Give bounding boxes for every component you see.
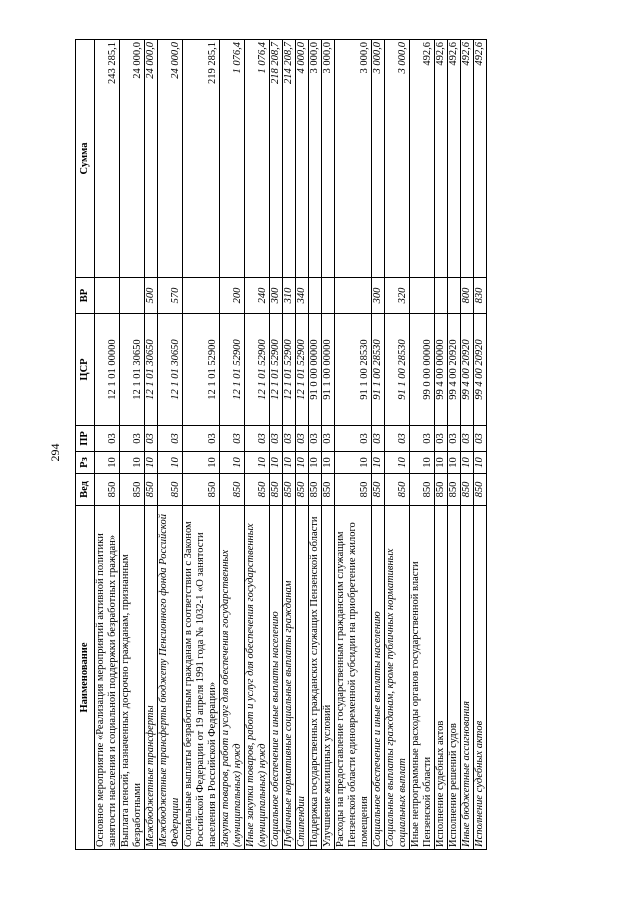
cell-vr: 830: [474, 278, 487, 314]
cell-rz: 10: [448, 452, 461, 474]
cell-vr: 300: [270, 278, 283, 314]
cell-vr: [120, 278, 145, 314]
table-row: [270, 40, 283, 850]
header-csr: ЦСР: [76, 314, 95, 426]
cell-ved: 850: [335, 474, 372, 506]
cell-name: Стипендии: [296, 506, 309, 850]
table-row: [183, 40, 220, 850]
cell-name: Выплата пенсий, назначенных досрочно гражданам, признанным безработными: [120, 506, 145, 850]
cell-sum: 492,6: [448, 40, 461, 278]
cell-pr: 03: [322, 426, 335, 452]
cell-vr: [410, 278, 435, 314]
cell-ved: 850: [385, 474, 410, 506]
cell-sum: 3 000,0: [385, 40, 410, 278]
cell-ved: 850: [270, 474, 283, 506]
cell-vr: [448, 278, 461, 314]
cell-vr: 570: [158, 278, 183, 314]
cell-rz: 10: [145, 452, 158, 474]
cell-name: Закупка товаров, работ и услуг для обеспечения государственных (муниципальных) нужд: [220, 506, 245, 850]
cell-vr: [335, 278, 372, 314]
cell-csr: 91 1 00 28530: [335, 314, 372, 426]
cell-sum: 3 000,0: [372, 40, 385, 278]
table-row: [372, 40, 385, 850]
cell-csr: 12 1 01 52900: [296, 314, 309, 426]
cell-vr: 240: [245, 278, 270, 314]
cell-rz: 10: [220, 452, 245, 474]
cell-vr: 310: [283, 278, 296, 314]
cell-csr: 99 0 00 00000: [410, 314, 435, 426]
cell-pr: 03: [283, 426, 296, 452]
cell-ved: 850: [283, 474, 296, 506]
cell-rz: 10: [435, 452, 448, 474]
cell-pr: 03: [410, 426, 435, 452]
table-row: [158, 40, 183, 850]
cell-pr: 03: [461, 426, 474, 452]
cell-pr: 03: [372, 426, 385, 452]
cell-ved: 850: [322, 474, 335, 506]
cell-vr: 500: [145, 278, 158, 314]
cell-rz: 10: [120, 452, 145, 474]
cell-sum: 1 076,4: [220, 40, 245, 278]
cell-rz: 10: [410, 452, 435, 474]
header-sum: Сумма: [76, 40, 95, 278]
table-row: [283, 40, 296, 850]
cell-name: Поддержка государственных гражданских служащих Пензенской области: [309, 506, 322, 850]
cell-csr: 12 1 01 52900: [270, 314, 283, 426]
table-row: [245, 40, 270, 850]
cell-ved: 850: [183, 474, 220, 506]
cell-rz: 10: [158, 452, 183, 474]
cell-name: Публичные нормативные социальные выплаты гражданам: [283, 506, 296, 850]
cell-csr: 99 4 00 00000: [435, 314, 448, 426]
cell-sum: 1 076,4: [245, 40, 270, 278]
cell-ved: 850: [145, 474, 158, 506]
table-row: [95, 40, 120, 850]
table-row: [335, 40, 372, 850]
cell-ved: 850: [120, 474, 145, 506]
cell-pr: 03: [158, 426, 183, 452]
header-vr: ВР: [76, 278, 95, 314]
cell-ved: 850: [220, 474, 245, 506]
cell-name: Исполнение судебных актов: [474, 506, 487, 850]
cell-csr: 12 1 01 52900: [220, 314, 245, 426]
header-name: Наименование: [76, 506, 95, 850]
cell-rz: 10: [283, 452, 296, 474]
cell-sum: 3 000,0: [309, 40, 322, 278]
cell-csr: 91 1 00 28530: [385, 314, 410, 426]
cell-csr: 91 1 00 28530: [372, 314, 385, 426]
page-number: 294: [48, 443, 62, 462]
cell-csr: 12 1 01 52900: [245, 314, 270, 426]
cell-name: Исполнение решений судов: [448, 506, 461, 850]
rotated-table-container: [75, 40, 630, 850]
cell-sum: 214 208,7: [283, 40, 296, 278]
table-row: [322, 40, 335, 850]
cell-ved: 850: [461, 474, 474, 506]
table-row: [448, 40, 461, 850]
cell-ved: 850: [245, 474, 270, 506]
cell-sum: 243 285,1: [95, 40, 120, 278]
cell-name: Улучшение жилищных условий: [322, 506, 335, 850]
cell-csr: 12 1 01 52900: [183, 314, 220, 426]
table-header-row: [76, 40, 95, 850]
cell-ved: 850: [372, 474, 385, 506]
table-row: [220, 40, 245, 850]
cell-sum: 24 000,0: [158, 40, 183, 278]
cell-vr: 300: [372, 278, 385, 314]
cell-name: Социальные выплаты гражданам, кроме публичных нормативных социальных выплат: [385, 506, 410, 850]
cell-name: Межбюджетные трансферты бюджету Пенсионного фонда Российской Федерации: [158, 506, 183, 850]
cell-pr: 03: [296, 426, 309, 452]
cell-name: Расходы на предоставление государственным гражданским служащим Пензенской области единовременной субсидии на приобретение жилого помещения: [335, 506, 372, 850]
cell-pr: 03: [270, 426, 283, 452]
cell-pr: 03: [435, 426, 448, 452]
cell-vr: [322, 278, 335, 314]
cell-ved: 850: [95, 474, 120, 506]
cell-csr: 99 4 00 20920: [448, 314, 461, 426]
table-row: [120, 40, 145, 850]
cell-pr: 03: [220, 426, 245, 452]
cell-vr: [183, 278, 220, 314]
cell-csr: 99 4 00 20920: [461, 314, 474, 426]
cell-name: Межбюджетные трансферты: [145, 506, 158, 850]
cell-pr: 03: [120, 426, 145, 452]
cell-ved: 850: [296, 474, 309, 506]
cell-rz: 10: [270, 452, 283, 474]
table-row: [410, 40, 435, 850]
table-row: [296, 40, 309, 850]
cell-name: Социальное обеспечение и иные выплаты населению: [270, 506, 283, 850]
cell-pr: 03: [245, 426, 270, 452]
budget-table: [75, 39, 487, 850]
table-row: [385, 40, 410, 850]
table-row: [474, 40, 487, 850]
cell-sum: 24 000,0: [145, 40, 158, 278]
cell-rz: 10: [245, 452, 270, 474]
cell-csr: 12 1 01 00000: [95, 314, 120, 426]
cell-sum: 492,6: [435, 40, 448, 278]
cell-sum: 24 000,0: [120, 40, 145, 278]
cell-name: Основное мероприятие «Реализация мероприятий активной политики занятости населения и социальной поддержки безработных граждан»: [95, 506, 120, 850]
cell-pr: 03: [309, 426, 322, 452]
cell-rz: 10: [385, 452, 410, 474]
cell-ved: 850: [309, 474, 322, 506]
cell-sum: 219 285,1: [183, 40, 220, 278]
cell-pr: 03: [335, 426, 372, 452]
cell-rz: 10: [474, 452, 487, 474]
table-row: [309, 40, 322, 850]
cell-vr: [309, 278, 322, 314]
cell-name: Социальное обеспечение и иные выплаты населению: [372, 506, 385, 850]
table-row: [145, 40, 158, 850]
cell-ved: 850: [474, 474, 487, 506]
cell-rz: 10: [183, 452, 220, 474]
cell-rz: 10: [95, 452, 120, 474]
cell-rz: 10: [322, 452, 335, 474]
table-body: [95, 40, 487, 850]
cell-sum: 492,6: [410, 40, 435, 278]
cell-ved: 850: [158, 474, 183, 506]
cell-pr: 03: [448, 426, 461, 452]
cell-csr: 91 1 00 00000: [322, 314, 335, 426]
cell-csr: 12 1 01 52900: [283, 314, 296, 426]
cell-name: Иные бюджетные ассигнования: [461, 506, 474, 850]
cell-csr: 91 0 00 00000: [309, 314, 322, 426]
cell-sum: 4 000,0: [296, 40, 309, 278]
cell-vr: [95, 278, 120, 314]
cell-sum: 218 208,7: [270, 40, 283, 278]
table-row: [461, 40, 474, 850]
header-rz: Рз: [76, 452, 95, 474]
cell-csr: 12 1 01 30650: [120, 314, 145, 426]
cell-ved: 850: [435, 474, 448, 506]
cell-rz: 10: [372, 452, 385, 474]
cell-pr: 03: [385, 426, 410, 452]
cell-vr: [435, 278, 448, 314]
cell-name: Социальные выплаты безработным гражданам в соответствии с Законом Российской Федерации от 19 апреля 1991 года № 1032-1 «О занятости населения в Российской Федерации»: [183, 506, 220, 850]
cell-ved: 850: [410, 474, 435, 506]
cell-sum: 3 000,0: [335, 40, 372, 278]
cell-csr: 12 1 01 30650: [145, 314, 158, 426]
cell-vr: 800: [461, 278, 474, 314]
header-ved: Вед: [76, 474, 95, 506]
cell-csr: 99 4 00 20920: [474, 314, 487, 426]
cell-rz: 10: [461, 452, 474, 474]
cell-vr: 340: [296, 278, 309, 314]
cell-rz: 10: [309, 452, 322, 474]
header-pr: ПР: [76, 426, 95, 452]
cell-csr: 12 1 01 30650: [158, 314, 183, 426]
cell-ved: 850: [448, 474, 461, 506]
cell-pr: 03: [145, 426, 158, 452]
cell-pr: 03: [183, 426, 220, 452]
cell-name: Иные непрограммные расходы органов государственной власти Пензенской области: [410, 506, 435, 850]
cell-sum: 3 000,0: [322, 40, 335, 278]
cell-vr: 320: [385, 278, 410, 314]
cell-name: Иные закупки товаров, работ и услуг для обеспечения государственных (муниципальных) нужд: [245, 506, 270, 850]
cell-sum: 492,6: [461, 40, 474, 278]
cell-name: Исполнение судебных актов: [435, 506, 448, 850]
cell-pr: 03: [474, 426, 487, 452]
cell-vr: 200: [220, 278, 245, 314]
table-row: [435, 40, 448, 850]
cell-sum: 492,6: [474, 40, 487, 278]
cell-rz: 10: [296, 452, 309, 474]
cell-pr: 03: [95, 426, 120, 452]
cell-rz: 10: [335, 452, 372, 474]
